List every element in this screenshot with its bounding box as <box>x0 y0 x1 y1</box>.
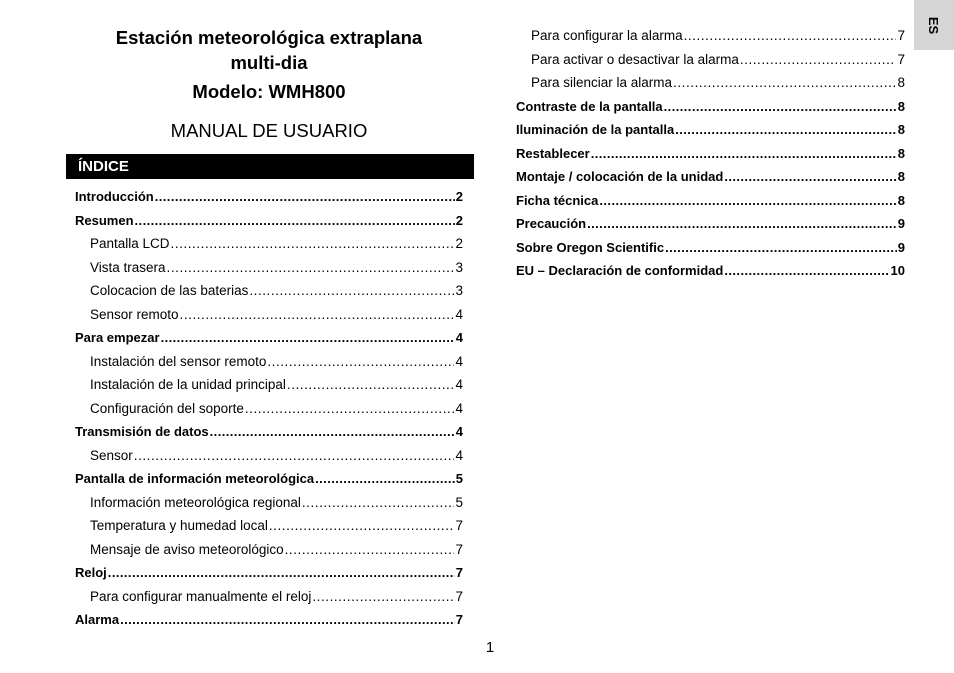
toc-dot-leader <box>267 353 454 371</box>
toc-entry-label: Resumen <box>75 212 134 228</box>
toc-entry[interactable] <box>516 192 905 210</box>
toc-subentry[interactable] <box>75 306 463 324</box>
toc-dot-leader <box>287 376 455 394</box>
toc-entry-page: 4 <box>455 377 463 392</box>
toc-dot-leader <box>171 235 455 253</box>
toc-entry-label: Sensor <box>90 447 133 463</box>
toc-entry-page: 8 <box>897 192 905 208</box>
toc-entry[interactable] <box>516 168 905 186</box>
model-heading: Modelo: WMH800 <box>192 81 346 102</box>
toc-entry-label: Mensaje de aviso meteorológico <box>90 541 284 557</box>
toc-dot-leader <box>599 192 896 210</box>
toc-entry-label: Restablecer <box>516 145 590 161</box>
toc-dot-leader <box>675 121 897 139</box>
toc-entry[interactable] <box>75 564 463 582</box>
toc-entry-page: 4 <box>455 424 463 439</box>
toc-entry-label: Transmisión de datos <box>75 424 209 439</box>
toc-entry-page: 7 <box>897 51 905 67</box>
toc-entry-label: Temperatura y humedad local <box>90 518 268 533</box>
toc-entry-page: 5 <box>455 471 463 486</box>
toc-entry-label: Alarma <box>75 612 120 627</box>
toc-entry[interactable] <box>75 611 463 629</box>
toc-entry-page: 7 <box>455 565 463 580</box>
toc-dot-leader <box>684 27 897 45</box>
toc-dot-leader <box>673 74 896 92</box>
toc-entry-page: 4 <box>455 353 463 369</box>
toc-entry-label: Introducción <box>75 189 154 204</box>
toc-entry[interactable] <box>516 215 905 233</box>
toc-entry-page: 4 <box>455 330 463 345</box>
toc-dot-leader <box>135 212 455 230</box>
toc-entry-page: 4 <box>455 306 463 322</box>
document-title-line1: Estación meteorológica extraplana <box>115 27 423 48</box>
toc-subentry[interactable] <box>75 282 463 300</box>
toc-entry-page: 2 <box>455 189 463 204</box>
toc-dot-leader <box>269 517 455 535</box>
toc-entry-page: 5 <box>455 494 463 510</box>
toc-entry-label: Para configurar manualmente el reloj <box>90 588 312 604</box>
toc-dot-leader <box>664 98 897 116</box>
title-block <box>75 25 463 104</box>
toc-dot-leader <box>120 611 455 629</box>
toc-entry-label: Para silenciar la alarma <box>531 75 673 90</box>
toc-entry-label: Para empezar <box>75 330 160 345</box>
toc-subentry[interactable] <box>75 447 463 465</box>
toc-entry[interactable] <box>75 212 463 230</box>
toc-entry-page: 3 <box>455 259 463 275</box>
toc-entry-page: 7 <box>455 588 463 604</box>
toc-subentry[interactable] <box>75 517 463 535</box>
toc-entry-page: 2 <box>455 236 463 251</box>
toc-entry-label: Vista trasera <box>90 259 166 275</box>
toc-entry-page: 4 <box>455 447 463 463</box>
toc-entry-page: 4 <box>455 400 463 416</box>
toc-dot-leader <box>315 470 455 488</box>
toc-entry[interactable] <box>516 239 905 257</box>
toc-dot-leader <box>665 239 897 257</box>
toc-entry[interactable] <box>516 98 905 116</box>
toc-entry-label: Para activar o desactivar la alarma <box>531 51 739 67</box>
toc-dot-leader <box>740 51 897 69</box>
toc-subentry[interactable] <box>75 353 463 371</box>
toc-entry-page: 8 <box>897 122 905 137</box>
toc-entry-page: 8 <box>897 169 905 184</box>
toc-entry[interactable] <box>75 423 463 441</box>
toc-dot-leader <box>108 564 455 582</box>
toc-dot-leader <box>587 215 897 233</box>
toc-entry-label: Instalación del sensor remoto <box>90 353 267 369</box>
toc-entry-label: Precaución <box>516 216 587 231</box>
toc-dot-leader <box>285 541 455 559</box>
toc-subentry[interactable] <box>75 259 463 277</box>
toc-entry-page: 8 <box>897 75 905 90</box>
toc-subentry[interactable] <box>75 588 463 606</box>
toc-entry-label: Configuración del soporte <box>90 400 244 416</box>
toc-entry-page: 2 <box>455 212 463 228</box>
toc-entry-label: EU – Declaración de conformidad <box>516 263 724 278</box>
toc-entry-page: 10 <box>890 263 905 278</box>
toc-entry-label: Pantalla de información meteorológica <box>75 471 315 486</box>
toc-entry-label: Sobre Oregon Scientific <box>516 239 665 255</box>
toc-entry-label: Montaje / colocación de la unidad <box>516 169 724 184</box>
toc-entry-page: 7 <box>455 612 463 627</box>
toc-entry-page: 9 <box>897 216 905 231</box>
toc-subentry[interactable] <box>75 494 463 512</box>
toc-dot-leader <box>210 423 455 441</box>
toc-entry-label: Contraste de la pantalla <box>516 98 663 114</box>
language-tab-label: ES <box>926 16 942 34</box>
toc-entry-label: Colocacion de las baterias <box>90 283 249 298</box>
toc-subentry[interactable] <box>516 51 905 69</box>
toc-entry-label: Iluminación de la pantalla <box>516 122 675 137</box>
toc-dot-leader <box>302 494 455 512</box>
toc-entry-label: Sensor remoto <box>90 306 179 322</box>
toc-entry-page: 7 <box>455 541 463 557</box>
toc-entry[interactable] <box>75 188 463 206</box>
toc-entry-label: Reloj <box>75 565 107 580</box>
toc-dot-leader <box>134 447 455 465</box>
toc-entry[interactable] <box>75 470 463 488</box>
toc-entry-page: 7 <box>455 518 463 533</box>
toc-entry-page: 9 <box>897 239 905 255</box>
toc-entry-page: 8 <box>897 145 905 161</box>
toc-entry-label: Instalación de la unidad principal <box>90 377 286 392</box>
toc-entry[interactable] <box>516 145 905 163</box>
toc-dot-leader <box>155 188 455 206</box>
toc-dot-leader <box>312 588 454 606</box>
toc-entry-label: Pantalla LCD <box>90 236 170 251</box>
manual-heading: MANUAL DE USUARIO <box>170 120 368 141</box>
toc-dot-leader <box>249 282 454 300</box>
language-tab <box>914 0 954 50</box>
toc-subentry[interactable] <box>75 376 463 394</box>
toc-entry[interactable] <box>516 121 905 139</box>
toc-dot-leader <box>167 259 455 277</box>
index-heading-bar: ÍNDICE <box>66 154 474 179</box>
toc-entry-page: 8 <box>897 98 905 114</box>
toc-subentry[interactable] <box>516 74 905 92</box>
toc-entry[interactable] <box>516 262 905 280</box>
toc-subentry[interactable] <box>75 541 463 559</box>
toc-entry-label: Ficha técnica <box>516 192 599 208</box>
toc-subentry[interactable] <box>516 27 905 45</box>
toc-dot-leader <box>724 168 896 186</box>
toc-dot-leader <box>591 145 897 163</box>
toc-entry-label: Información meteorológica regional <box>90 494 301 510</box>
toc-entry-page: 7 <box>897 28 905 43</box>
toc-entry-page: 3 <box>455 283 463 298</box>
toc-entry[interactable] <box>75 329 463 347</box>
toc-dot-leader <box>724 262 889 280</box>
toc-subentry[interactable] <box>75 235 463 253</box>
toc-dot-leader <box>245 400 455 418</box>
document-title-line2: multi-dia <box>230 52 308 73</box>
page-number: 1 <box>485 639 495 656</box>
toc-entry-label: Para configurar la alarma <box>531 28 683 43</box>
toc-subentry[interactable] <box>75 400 463 418</box>
toc-dot-leader <box>180 306 455 324</box>
toc-dot-leader <box>161 329 455 347</box>
